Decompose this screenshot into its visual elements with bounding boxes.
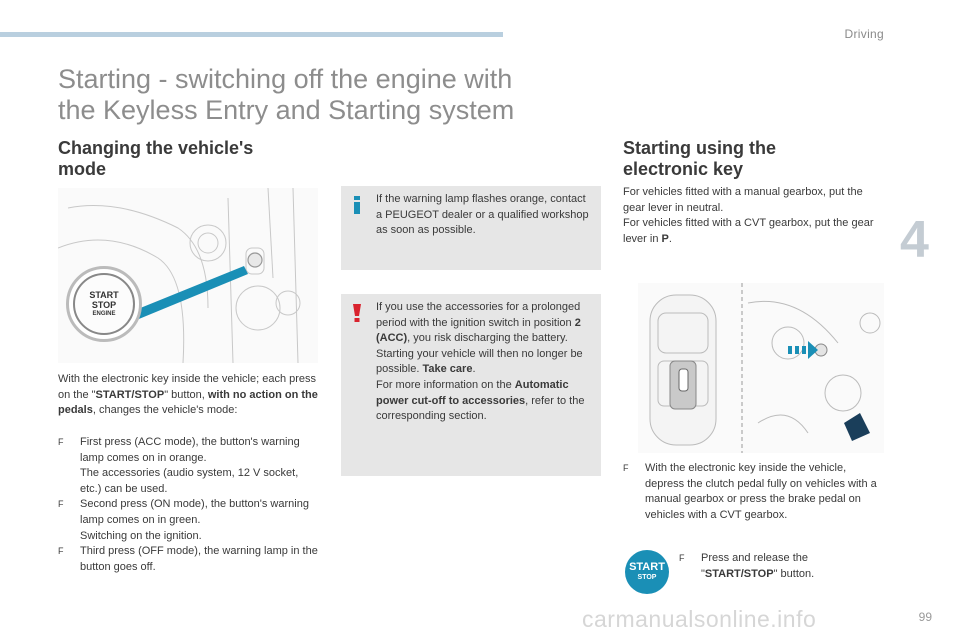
start-stop-button-icon — [625, 550, 669, 594]
button-label-engine: ENGINE — [92, 311, 116, 317]
bullet-icon: F — [679, 553, 685, 563]
warning-text-2: , you risk discharging the battery. Starting your vehicle will then no longer be possible. — [376, 332, 583, 376]
page-title — [58, 64, 618, 126]
warning-bold-acc: 2 (ACC) — [376, 316, 581, 345]
list-item — [679, 551, 879, 582]
bullet-icon: F — [58, 546, 64, 557]
warning-box — [341, 294, 601, 476]
mode-acc-text-2: The accessories (audio system, 12 V socket, etc.) can be used. — [80, 467, 299, 495]
intro-bold-start-stop: START/STOP — [95, 388, 165, 401]
start-steps-list — [623, 461, 885, 523]
bullet-icon: F — [623, 463, 629, 473]
watermark: carmanualsonline.info — [582, 606, 817, 632]
button-label-stop: STOP — [91, 300, 117, 310]
section-name: Driving — [844, 27, 884, 41]
warning-text-5: , refer to the corresponding section. — [376, 394, 585, 423]
warning-text-3: . — [472, 363, 476, 376]
button-label-start: START — [89, 290, 119, 300]
list-item — [58, 497, 318, 544]
list-item — [58, 544, 318, 575]
right-paragraph-2 — [623, 216, 885, 247]
bullet-icon: F — [58, 437, 64, 447]
left-heading — [58, 138, 318, 180]
para2-bold-p: P — [661, 232, 669, 245]
page-title-line2: the Keyless Entry and Starting system — [58, 95, 515, 125]
left-heading-line1: Changing the vehicle's — [58, 138, 254, 158]
right-paragraph-1: For vehicles fitted with a manual gearbox, put the gear lever in neutral. — [623, 186, 863, 214]
warning-bold-power-cutoff: Automatic power cut-off to accessories — [376, 378, 569, 407]
start-icon-label: START — [629, 561, 665, 573]
info-text: If the warning lamp flashes orange, contact a PEUGEOT dealer or a qualified workshop as soon as possible. — [376, 193, 589, 237]
mode-on-text-2: Switching on the ignition. — [80, 529, 202, 542]
chapter-number: 4 — [900, 211, 929, 269]
info-icon — [351, 196, 363, 214]
top-accent-bar — [0, 32, 503, 37]
info-box — [341, 186, 601, 270]
intro-text-2: " button, — [164, 388, 208, 401]
bullet-icon: F — [58, 499, 64, 510]
exclamation-icon — [351, 304, 363, 322]
para2-text: For vehicles fitted with a CVT gearbox, put the gear lever in — [623, 217, 874, 245]
warning-text-1: If you use the accessories for a prolonged period with the ignition switch in position — [376, 301, 581, 329]
right-heading-line1: Starting using the — [623, 138, 776, 158]
right-heading — [623, 138, 883, 180]
intro-bold-no-pedals: with no action on the pedals — [58, 388, 318, 417]
mode-off-text: Third press (OFF mode), the warning lamp in the button goes off. — [80, 545, 318, 573]
press-release-text-end: " button. — [773, 567, 815, 580]
intro-text-3: , changes the vehicle's mode: — [92, 404, 238, 417]
press-release-text: Press and release the " — [701, 552, 809, 580]
dashboard-illustration — [58, 188, 318, 363]
left-intro-paragraph — [58, 372, 318, 419]
stop-icon-label: STOP — [637, 574, 657, 581]
step-pedal-text: With the electronic key inside the vehicle, depress the clutch pedal fully on vehicles with a manual gearbox or press the brake pedal on vehicles with a CVT gearbox. — [645, 462, 877, 521]
mode-on-text: Second press (ON mode), the button's warning lamp comes on in green. — [80, 498, 309, 526]
start-stop-engine-button-illustration — [66, 266, 142, 342]
list-item — [623, 461, 885, 523]
warning-bold-take-care: Take care — [422, 363, 473, 376]
press-release-bold: START/STOP — [704, 567, 774, 580]
car-key-illustration — [638, 283, 884, 453]
list-item — [58, 435, 318, 497]
mode-acc-text: First press (ACC mode), the button's warning lamp comes on in orange. — [80, 436, 300, 464]
mode-list — [58, 435, 318, 575]
para2-text-end: . — [668, 232, 672, 245]
car-key-drawing — [638, 283, 884, 453]
warning-text — [376, 300, 593, 425]
warning-text-4: For more information on the — [376, 378, 515, 391]
intro-text-1: With the electronic key inside the vehicle; each press on the " — [58, 373, 317, 401]
right-heading-line2: electronic key — [623, 159, 744, 179]
left-heading-line2: mode — [58, 159, 107, 179]
page-number: 99 — [918, 610, 932, 624]
press-button-list — [679, 551, 879, 582]
page-title-line1: Starting - switching off the engine with — [58, 64, 513, 94]
